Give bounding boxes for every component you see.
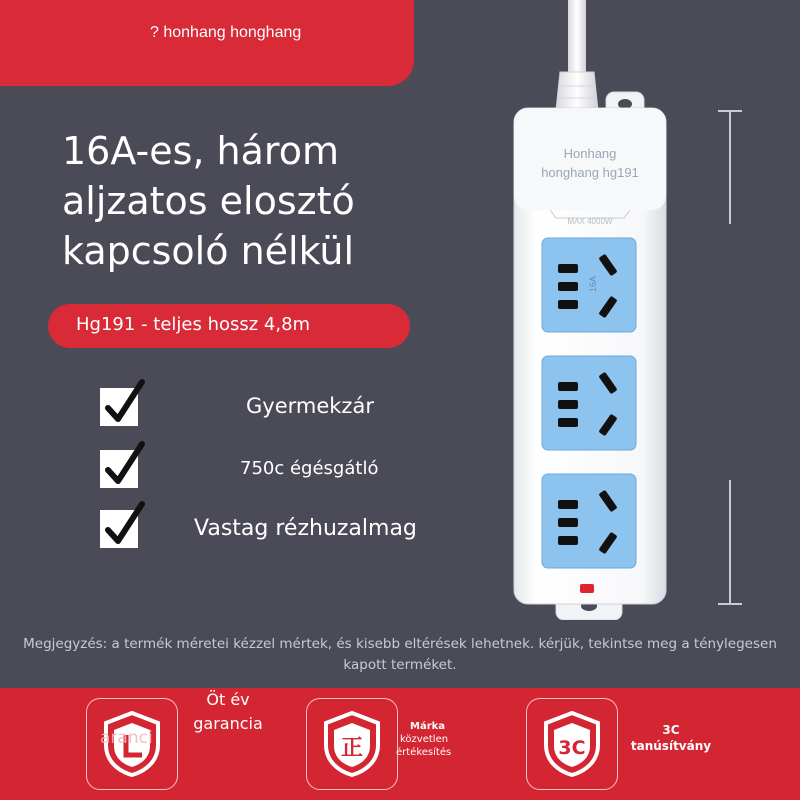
feature-label: Gyermekzár <box>246 394 374 418</box>
badge-direct-sale <box>306 698 398 790</box>
headline <box>62 126 502 276</box>
check-icon <box>100 510 138 548</box>
power-strip-image <box>500 0 680 620</box>
socket-rating: 16A <box>588 275 598 292</box>
feature-label: 750c égésgátló <box>240 458 379 479</box>
spec-pill <box>48 304 410 348</box>
feature-copper-core <box>100 510 520 552</box>
brand-tab <box>0 0 414 86</box>
socket-3 <box>542 474 636 568</box>
check-icon <box>100 388 138 426</box>
feature-child-lock <box>100 388 520 430</box>
dimension-line-top <box>729 110 731 224</box>
headline-line-3: kapcsoló nélkül <box>62 229 355 273</box>
shield-icon <box>322 711 382 777</box>
product-label-line-1: Honhang <box>563 146 617 161</box>
indicator-light <box>580 584 594 593</box>
badge-3c-caption: 3C tanúsítvány <box>630 723 712 753</box>
headline-line-2: aljzatos elosztó <box>62 179 355 223</box>
dimension-line-bottom <box>729 480 731 604</box>
socket-1 <box>542 238 636 332</box>
feature-label: Vastag rézhuzalmag <box>194 516 417 541</box>
badge-direct-sale-caption-1: Márka <box>410 721 446 732</box>
check-icon <box>100 450 138 488</box>
badge-warranty-caption: Öt év garancia <box>193 690 263 733</box>
shield-icon <box>542 711 602 777</box>
dimension-cap-bottom <box>718 603 742 605</box>
direct-sale-mark: 正 <box>340 736 364 761</box>
feature-flame-retardant <box>100 450 520 492</box>
product-rating: MAX 4000W <box>567 217 613 226</box>
socket-2 <box>542 356 636 450</box>
disclaimer-note: Megjegyzés: a termék méretei kézzel mértek, és kisebb eltérések lehetnek. kérjük, tekintse meg a ténylegesen kapott terméket. <box>23 636 777 673</box>
brand-name: ? honhang honghang <box>150 24 302 41</box>
spec-label: Hg191 - teljes hossz 4,8m <box>76 314 311 335</box>
badge-direct-sale-caption-3: értékesítés <box>396 747 452 758</box>
badge-direct-sale-caption-2: közvetlen <box>400 734 449 745</box>
product-label-line-2: honghang hg191 <box>541 165 639 180</box>
badge-warranty-overlay: aranci <box>100 728 153 748</box>
3c-mark: 3C <box>558 737 586 759</box>
headline-line-1: 16A-es, három <box>62 129 339 173</box>
badge-3c <box>526 698 618 790</box>
